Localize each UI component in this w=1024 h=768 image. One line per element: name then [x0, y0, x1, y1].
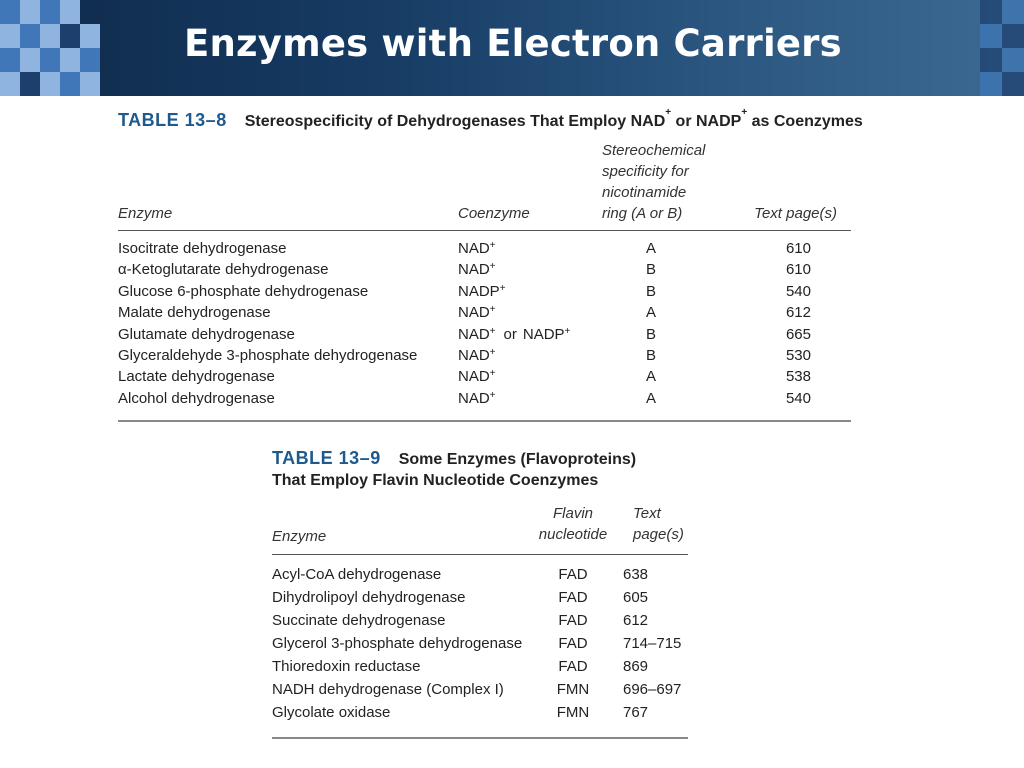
cell-coenzyme: NAD+ — [458, 389, 496, 407]
cell-stereo: B — [645, 347, 656, 364]
cell-page: 540 — [785, 282, 811, 300]
decorative-tile — [20, 24, 40, 48]
decorative-tile — [20, 72, 40, 96]
cell-coenzyme: NAD+ or NADP+ — [458, 325, 571, 343]
cell-enzyme: Glyceraldehyde 3-phosphate dehydrogenase — [118, 347, 418, 364]
cell-enzyme: Acyl-CoA dehydrogenase — [272, 566, 442, 583]
decorative-tile — [40, 24, 60, 48]
column-header-pages: Text page(s) — [754, 205, 837, 222]
header-rule — [118, 230, 851, 231]
decorative-tile — [1002, 24, 1024, 48]
cell-page: 610 — [785, 240, 811, 257]
cell-stereo: B — [645, 325, 656, 343]
cell-page: 530 — [785, 347, 811, 364]
decorative-tile — [60, 24, 80, 48]
column-header-flavin: Flavin nucleotide — [538, 505, 608, 543]
column-header-enzyme: Enzyme — [118, 205, 173, 222]
cell-flavin: FMN — [556, 681, 590, 698]
decorative-tile — [0, 24, 20, 48]
decorative-tile — [40, 0, 60, 24]
cell-stereo: B — [645, 261, 656, 279]
cell-coenzyme: NAD+ — [458, 347, 496, 364]
cell-page: 605 — [623, 589, 649, 606]
cell-stereo: A — [645, 389, 656, 407]
decorative-tile — [60, 0, 80, 24]
cell-enzyme: Malate dehydrogenase — [118, 304, 271, 322]
decorative-tile — [40, 48, 60, 72]
decorative-tile — [20, 48, 40, 72]
cell-flavin: FAD — [558, 612, 588, 629]
table-number: TABLE 13–8 — [118, 110, 227, 130]
decorative-tile — [1002, 72, 1024, 96]
cell-page: 869 — [623, 658, 649, 675]
cell-coenzyme: NAD+ — [458, 261, 496, 279]
table-caption: TABLE 13–8 Stereospecificity of Dehydrogenases That Employ NAD+ or NADP+ as Coenzymes — [118, 107, 863, 130]
table-number: TABLE 13–9 — [272, 448, 381, 468]
bottom-rule — [272, 737, 688, 739]
decorative-tile — [80, 72, 100, 96]
cell-flavin: FAD — [558, 566, 588, 583]
cell-page: 612 — [785, 304, 811, 322]
cell-enzyme: Isocitrate dehydrogenase — [118, 240, 287, 257]
cell-enzyme: Thioredoxin reductase — [272, 658, 421, 675]
decorative-tile — [20, 0, 40, 24]
cell-enzyme: Glycerol 3-phosphate dehydrogenase — [272, 635, 523, 652]
decorative-tile — [980, 0, 1002, 24]
column-header-pages: Text page(s) — [633, 505, 684, 543]
cell-stereo: A — [645, 240, 656, 257]
decorative-tile — [1002, 0, 1024, 24]
bottom-rule — [118, 420, 851, 422]
cell-page: 540 — [785, 389, 811, 407]
decorative-tile — [1002, 48, 1024, 72]
cell-enzyme: Glucose 6-phosphate dehydrogenase — [118, 282, 369, 300]
cell-page: 665 — [785, 325, 811, 343]
decorative-tile — [40, 72, 60, 96]
slide-header — [0, 0, 1024, 96]
decorative-tile — [980, 48, 1002, 72]
decorative-tiles-right — [980, 0, 1024, 96]
cell-enzyme: Alcohol dehydrogenase — [118, 389, 275, 407]
cell-page: 610 — [785, 261, 811, 279]
decorative-tile — [980, 24, 1002, 48]
cell-page: 638 — [623, 566, 649, 583]
cell-page: 767 — [623, 704, 649, 721]
cell-coenzyme: NAD+ — [458, 240, 496, 257]
cell-flavin: FAD — [558, 658, 588, 675]
decorative-tile — [0, 72, 20, 96]
cell-coenzyme: NAD+ — [458, 304, 496, 322]
cell-coenzyme: NADP+ — [458, 282, 506, 300]
cell-flavin: FAD — [558, 589, 588, 606]
cell-enzyme: Glutamate dehydrogenase — [118, 325, 295, 343]
cell-enzyme: Succinate dehydrogenase — [272, 612, 446, 629]
cell-enzyme: α-Ketoglutarate dehydrogenase — [118, 261, 329, 279]
header-rule — [272, 554, 688, 555]
cell-page: 696–697 — [623, 681, 682, 698]
cell-enzyme: Dihydrolipoyl dehydrogenase — [272, 589, 466, 606]
cell-flavin: FAD — [558, 635, 588, 652]
column-header-stereo: Stereochemical specificity for nicotinamide ring (A or B) — [602, 142, 706, 222]
cell-enzyme: Glycolate oxidase — [272, 704, 391, 721]
cell-page: 538 — [785, 368, 811, 386]
slide-title: Enzymes with Electron Carriers — [184, 22, 842, 65]
column-header-enzyme: Enzyme — [272, 528, 327, 545]
cell-enzyme: NADH dehydrogenase (Complex I) — [272, 681, 504, 698]
decorative-tile — [80, 48, 100, 72]
decorative-tile — [980, 72, 1002, 96]
decorative-tile — [60, 48, 80, 72]
table-caption: TABLE 13–9 Some Enzymes (Flavoproteins) — [272, 448, 637, 468]
decorative-tile — [0, 0, 20, 24]
decorative-tile — [80, 24, 100, 48]
cell-stereo: A — [645, 368, 656, 386]
cell-stereo: A — [645, 304, 656, 322]
cell-page: 714–715 — [623, 635, 682, 652]
decorative-tiles-left — [0, 0, 120, 96]
cell-flavin: FMN — [556, 704, 590, 721]
cell-page: 612 — [623, 612, 649, 629]
column-header-coenzyme: Coenzyme — [458, 205, 530, 222]
decorative-tile — [60, 72, 80, 96]
table-caption-line2: That Employ Flavin Nucleotide Coenzymes — [272, 472, 599, 489]
decorative-tile — [0, 48, 20, 72]
cell-stereo: B — [645, 282, 656, 300]
cell-enzyme: Lactate dehydrogenase — [118, 368, 275, 386]
cell-coenzyme: NAD+ — [458, 368, 496, 386]
